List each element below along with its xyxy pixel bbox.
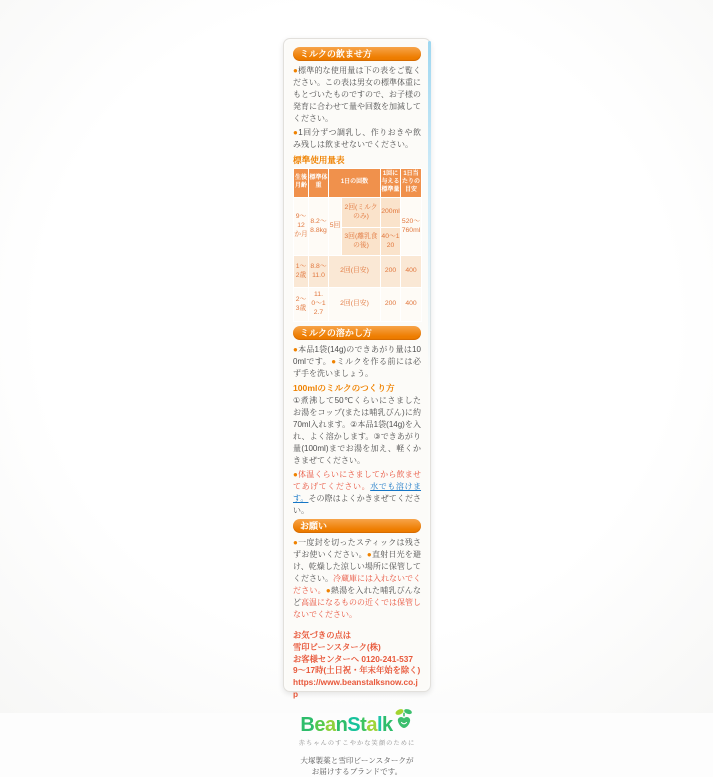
dissolving-paragraph — [293, 344, 421, 380]
cell-per-feed-1-2y: 200 — [381, 256, 401, 288]
dissolving-text-1: 本品1袋(14g)のできあがり量は100mlです。 — [293, 345, 421, 366]
request-text-2: 直射日光を避け、乾燥した涼しい場所に保管してください。 — [293, 550, 422, 583]
cell-per-feed-2-3y: 200 — [381, 288, 401, 322]
making-100ml-subheading: 100mlのミルクのつくり方 — [293, 383, 395, 393]
brand-tagline: 赤ちゃんのすこやかな笑顔のために — [298, 739, 416, 747]
cell-sub1-times: 2回(ミルクのみ) — [342, 198, 381, 228]
dissolving-text-2: ミルクを作る前には必ず手を洗いましょう。 — [293, 357, 421, 378]
cell-age-1-2y: 1〜2歳 — [294, 256, 309, 288]
bullet-icon: ● — [293, 345, 299, 354]
cold-water-note: 水でも溶けます。 — [293, 482, 422, 503]
logo-letter: a — [366, 713, 377, 736]
logo-letter: t — [360, 713, 367, 736]
customer-center-phone: お客様センターへ 0120-241-537 — [293, 653, 414, 664]
cell-weight-2-3y: 11.0〜12.7 — [309, 288, 329, 322]
cell-times-2-3y: 2回(目安) — [329, 288, 381, 322]
logo-letter: a — [324, 713, 336, 736]
beanstalk-logo — [293, 708, 421, 735]
col-header-per-feed: 1回に与える標準量 — [381, 169, 401, 198]
request-text-1: 一度封を切ったスティックは残さずお使いください。 — [293, 538, 421, 559]
table-row — [294, 288, 422, 322]
cell-sub2-times: 3回(離乳食の後) — [342, 228, 381, 256]
cell-age-9-12m: 9〜12か月 — [294, 198, 309, 256]
bullet-icon: ● — [293, 538, 299, 547]
brand-footer-note — [293, 755, 421, 777]
cell-weight-9-12m: 8.2〜8.8kg — [309, 198, 329, 256]
request-paragraph — [293, 537, 421, 621]
company-name: 雪印ビーンスターク(株) — [293, 641, 381, 652]
section-header-request: お願い — [293, 519, 421, 533]
making-steps-text: ①煮沸して50℃くらいにさましたお湯をコップ(または哺乳びん)に約70ml入れます。②本品1袋(14g)を入れ、よく溶かします。③できあがり量(100ml)までお湯を加え、軽くかきまぜてください。 — [293, 396, 421, 465]
feeding-paragraph-2 — [293, 127, 421, 151]
warning-red-text: 体温くらいにさましてから飲ませてあげてください。 — [293, 470, 421, 491]
cell-times-1-2y: 2回(目安) — [329, 256, 381, 288]
making-steps-paragraph — [293, 395, 421, 467]
bullet-icon: ● — [293, 470, 299, 479]
col-header-per-day: 1日当たりの目安 — [401, 169, 422, 198]
feeding-paragraph-2-text: 1回分ずつ調乳し、作りおきや飲み残しは飲ませないでください。 — [293, 128, 421, 149]
cell-total-times: 5回 — [329, 198, 342, 256]
package-side-panel — [283, 38, 431, 777]
warning-rest-text: その際はよくかきまぜてください。 — [293, 494, 421, 515]
request-text-3: 熱湯を入れた哺乳びんなど — [293, 586, 421, 607]
usage-table — [293, 168, 422, 322]
logo-letter: e — [314, 713, 325, 736]
section-header-feeding: ミルクの飲ませ方 — [293, 47, 421, 61]
contact-intro: お気づきの点は — [293, 630, 352, 640]
brand-url: https://www.beanstalksnow.co.jp — [293, 677, 418, 699]
col-header-times: 1日の回数 — [329, 169, 381, 198]
cell-weight-1-2y: 8.8〜11.0 — [309, 256, 329, 288]
customer-center-hours: 9〜17時(土日祝・年末年始を除く) — [293, 665, 421, 676]
cell-per-day-2-3y: 400 — [401, 288, 422, 322]
feeding-paragraph-1-text: 標準的な使用量は下の表をご覧ください。この表は男女の標準体重にもとづいたものですので、お子様の発育に合わせて量や回数を加減してください。 — [293, 66, 421, 123]
cell-sub2-amount: 40〜120 — [381, 228, 401, 256]
bean-sprout-icon — [394, 708, 414, 735]
bullet-icon: ● — [331, 357, 337, 366]
col-header-weight: 標準体重 — [309, 169, 329, 198]
col-header-age: 生後月齢 — [294, 169, 309, 198]
logo-letter: B — [300, 713, 315, 736]
table-row — [294, 198, 422, 228]
section-header-dissolving: ミルクの溶かし方 — [293, 326, 421, 340]
request-red-text-1: 冷蔵庫には入れないでください。 — [293, 574, 421, 595]
temperature-warning-paragraph — [293, 469, 421, 517]
bullet-icon: ● — [293, 128, 299, 137]
bullet-icon: ● — [366, 550, 372, 559]
cell-sub1-amount: 200ml — [381, 198, 401, 228]
logo-letter: S — [347, 713, 361, 736]
footer-line-1: 大塚製薬と雪印ビーンスタークが — [300, 755, 414, 765]
logo-letter: n — [335, 713, 348, 736]
table-row — [294, 256, 422, 288]
logo-letter: l — [376, 713, 382, 736]
footer-line-2: お届けするブランドです。 — [311, 767, 403, 777]
bullet-icon: ● — [293, 66, 299, 75]
usage-table-title: 標準使用量表 — [293, 155, 345, 165]
logo-letter: k — [382, 713, 393, 736]
cell-per-day-1-2y: 400 — [401, 256, 422, 288]
contact-block — [293, 630, 421, 701]
cell-age-2-3y: 2〜3歳 — [294, 288, 309, 322]
usage-table-header-row — [294, 169, 422, 198]
bullet-icon: ● — [325, 586, 331, 595]
cell-per-day-9-12m: 520〜760ml — [401, 198, 422, 256]
feeding-paragraph-1 — [293, 65, 421, 125]
panel-blue-fold-edge — [428, 41, 431, 381]
request-red-text-2: 高温になるものの近くでは保管しないでください。 — [293, 598, 421, 619]
